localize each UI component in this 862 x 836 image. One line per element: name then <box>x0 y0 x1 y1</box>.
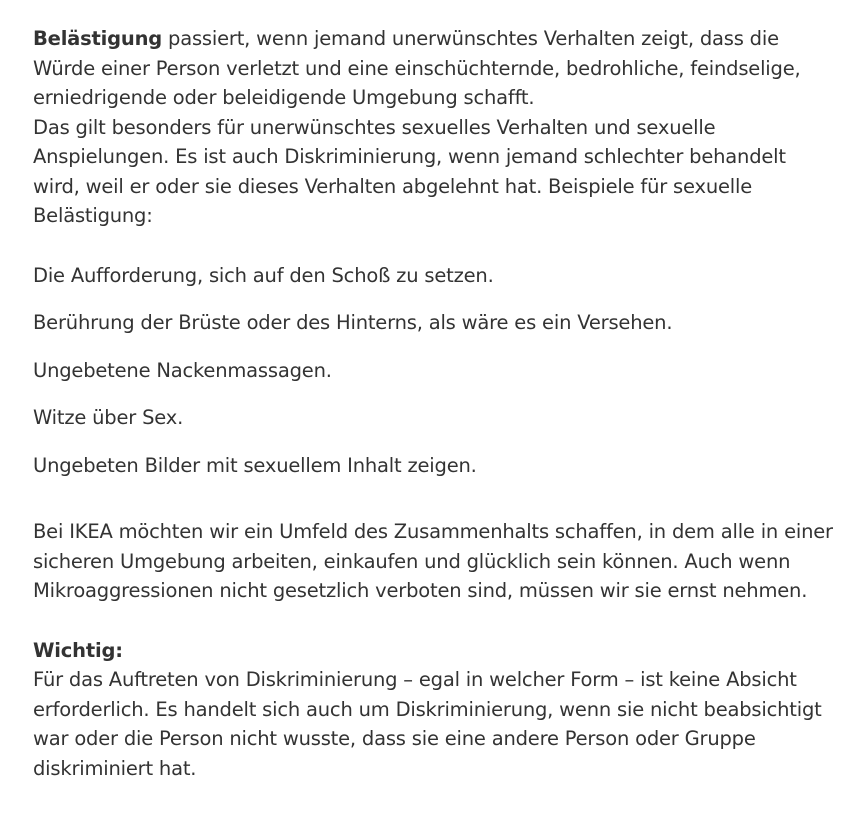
important-text: Für das Auftreten von Diskriminierung – egal in welcher Form – ist keine Absicht erforderlich. Es handelt sich auch um Diskriminierung, wenn sie nicht beabsichtigt war oder die Person nicht wusste, dass sie eine andere Person oder Gruppe diskriminiert hat. <box>33 668 822 780</box>
examples-list <box>33 261 833 481</box>
intro-paragraph <box>33 24 833 231</box>
important-section <box>33 636 833 784</box>
ikea-paragraph: Bei IKEA möchten wir ein Umfeld des Zusammenhalts schaffen, in dem alle in einer sicheren Umgebung arbeiten, einkaufen und glücklich sein können. Auch wenn Mikroaggressionen nicht gesetzlich verboten sind, müssen wir sie ernst nehmen. <box>33 520 833 602</box>
intro-text-1: passiert, wenn jemand unerwünschtes Verhalten zeigt, dass die Würde einer Person verletzt und eine einschüchternde, bedrohliche, feindselige, erniedrigende oder beleidigende Umgebung schafft. <box>33 27 801 109</box>
list-item: Berührung der Brüste oder des Hinterns, als wäre es ein Versehen. <box>33 311 673 334</box>
document-body <box>33 24 833 783</box>
list-item: Die Aufforderung, sich auf den Schoß zu setzen. <box>33 263 494 287</box>
list-item: Ungebetene Nackenmassagen. <box>33 358 332 382</box>
important-heading: Wichtig: <box>33 638 123 662</box>
list-item: Ungebeten Bilder mit sexuellem Inhalt zeigen. <box>33 453 477 477</box>
term-belaestigung: Belästigung <box>33 27 163 50</box>
intro-text-2: Das gilt besonders für unerwünschtes sexuelles Verhalten und sexuelle Anspielungen. Es ist auch Diskriminierung, wenn jemand schlechter behandelt wird, weil er oder sie dieses Verhalten abgelehnt hat. Beispiele für sexuelle Belästigung: <box>33 115 786 227</box>
list-item: Witze über Sex. <box>33 406 184 429</box>
